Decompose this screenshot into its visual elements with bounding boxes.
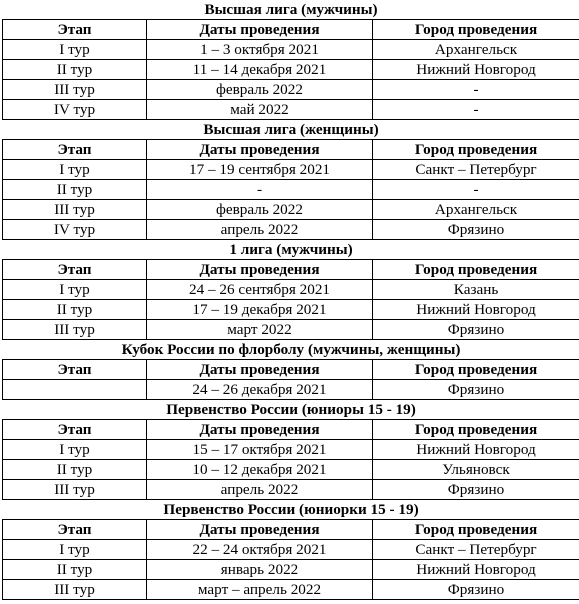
city-column-header: Город проведения <box>373 20 579 40</box>
section-title: 1 лига (мужчины) <box>3 240 579 260</box>
stage-column-header: Этап <box>3 360 147 380</box>
stage-cell: III тур <box>3 480 147 500</box>
dates-cell: 17 – 19 декабря 2021 <box>147 300 373 320</box>
city-cell: Санкт – Петербург <box>373 160 579 180</box>
stage-cell: III тур <box>3 320 147 340</box>
stage-column-header: Этап <box>3 140 147 160</box>
table-row <box>3 280 579 300</box>
table-row <box>3 160 579 180</box>
table-row <box>3 560 579 580</box>
dates-column-header: Даты проведения <box>147 260 373 280</box>
table-row <box>3 320 579 340</box>
dates-column-header: Даты проведения <box>147 20 373 40</box>
dates-cell: апрель 2022 <box>147 480 373 500</box>
dates-cell: - <box>147 180 373 200</box>
dates-column-header: Даты проведения <box>147 140 373 160</box>
dates-cell: 24 – 26 сентября 2021 <box>147 280 373 300</box>
section-title: Первенство России (юниорки 15 - 19) <box>3 500 579 520</box>
dates-cell: март 2022 <box>147 320 373 340</box>
dates-cell: 22 – 24 октября 2021 <box>147 540 373 560</box>
city-cell: Фрязино <box>373 580 579 600</box>
stage-cell: I тур <box>3 40 147 60</box>
table-row <box>3 440 579 460</box>
stage-cell: II тур <box>3 300 147 320</box>
table-row <box>3 80 579 100</box>
city-cell: Нижний Новгород <box>373 300 579 320</box>
city-cell: Архангельск <box>373 40 579 60</box>
dates-cell: 11 – 14 декабря 2021 <box>147 60 373 80</box>
section-title-row <box>3 500 579 520</box>
competition-schedule-table <box>2 0 579 600</box>
dates-column-header: Даты проведения <box>147 520 373 540</box>
city-cell: Нижний Новгород <box>373 560 579 580</box>
stage-cell: IV тур <box>3 100 147 120</box>
stage-column-header: Этап <box>3 260 147 280</box>
table-row <box>3 580 579 600</box>
table-row <box>3 40 579 60</box>
city-cell: Казань <box>373 280 579 300</box>
dates-cell: 17 – 19 сентября 2021 <box>147 160 373 180</box>
section-title: Кубок России по флорболу (мужчины, женщины) <box>3 340 579 360</box>
table-row <box>3 540 579 560</box>
column-header-row <box>3 20 579 40</box>
section-title: Первенство России (юниоры 15 - 19) <box>3 400 579 420</box>
section-title: Высшая лига (мужчины) <box>3 0 579 20</box>
city-cell: Ульяновск <box>373 460 579 480</box>
section-title: Высшая лига (женщины) <box>3 120 579 140</box>
column-header-row <box>3 360 579 380</box>
table-row <box>3 200 579 220</box>
stage-cell: II тур <box>3 460 147 480</box>
table-row <box>3 300 579 320</box>
dates-cell: январь 2022 <box>147 560 373 580</box>
stage-cell: I тур <box>3 160 147 180</box>
stage-cell: IV тур <box>3 220 147 240</box>
section-title-row <box>3 120 579 140</box>
city-cell: Фрязино <box>373 320 579 340</box>
section-title-row <box>3 240 579 260</box>
city-cell: Санкт – Петербург <box>373 540 579 560</box>
city-cell: Архангельск <box>373 200 579 220</box>
section-title-row <box>3 0 579 20</box>
column-header-row <box>3 420 579 440</box>
city-cell: - <box>373 100 579 120</box>
city-cell: - <box>373 80 579 100</box>
dates-cell: 10 – 12 декабря 2021 <box>147 460 373 480</box>
stage-cell: I тур <box>3 540 147 560</box>
city-cell: Фрязино <box>373 220 579 240</box>
dates-cell: февраль 2022 <box>147 200 373 220</box>
city-cell: Нижний Новгород <box>373 440 579 460</box>
city-column-header: Город проведения <box>373 140 579 160</box>
stage-cell <box>3 380 147 400</box>
stage-cell: III тур <box>3 80 147 100</box>
city-cell: Фрязино <box>373 380 579 400</box>
table-row <box>3 460 579 480</box>
section-title-row <box>3 340 579 360</box>
table-row <box>3 480 579 500</box>
city-column-header: Город проведения <box>373 360 579 380</box>
column-header-row <box>3 260 579 280</box>
dates-cell: март – апрель 2022 <box>147 580 373 600</box>
stage-cell: II тур <box>3 60 147 80</box>
table-row <box>3 100 579 120</box>
table-row <box>3 220 579 240</box>
stage-cell: II тур <box>3 180 147 200</box>
stage-column-header: Этап <box>3 520 147 540</box>
city-column-header: Город проведения <box>373 420 579 440</box>
table-row <box>3 60 579 80</box>
city-column-header: Город проведения <box>373 260 579 280</box>
stage-cell: I тур <box>3 440 147 460</box>
stage-column-header: Этап <box>3 20 147 40</box>
stage-cell: III тур <box>3 580 147 600</box>
schedule-table-body <box>3 0 579 600</box>
column-header-row <box>3 140 579 160</box>
stage-cell: II тур <box>3 560 147 580</box>
dates-cell: май 2022 <box>147 100 373 120</box>
stage-column-header: Этап <box>3 420 147 440</box>
table-row <box>3 380 579 400</box>
table-row <box>3 180 579 200</box>
dates-cell: 1 – 3 октября 2021 <box>147 40 373 60</box>
city-cell: Нижний Новгород <box>373 60 579 80</box>
column-header-row <box>3 520 579 540</box>
stage-cell: I тур <box>3 280 147 300</box>
dates-cell: 24 – 26 декабря 2021 <box>147 380 373 400</box>
city-column-header: Город проведения <box>373 520 579 540</box>
dates-column-header: Даты проведения <box>147 360 373 380</box>
city-cell: Фрязино <box>373 480 579 500</box>
dates-cell: апрель 2022 <box>147 220 373 240</box>
city-cell: - <box>373 180 579 200</box>
stage-cell: III тур <box>3 200 147 220</box>
dates-cell: февраль 2022 <box>147 80 373 100</box>
section-title-row <box>3 400 579 420</box>
dates-column-header: Даты проведения <box>147 420 373 440</box>
dates-cell: 15 – 17 октября 2021 <box>147 440 373 460</box>
